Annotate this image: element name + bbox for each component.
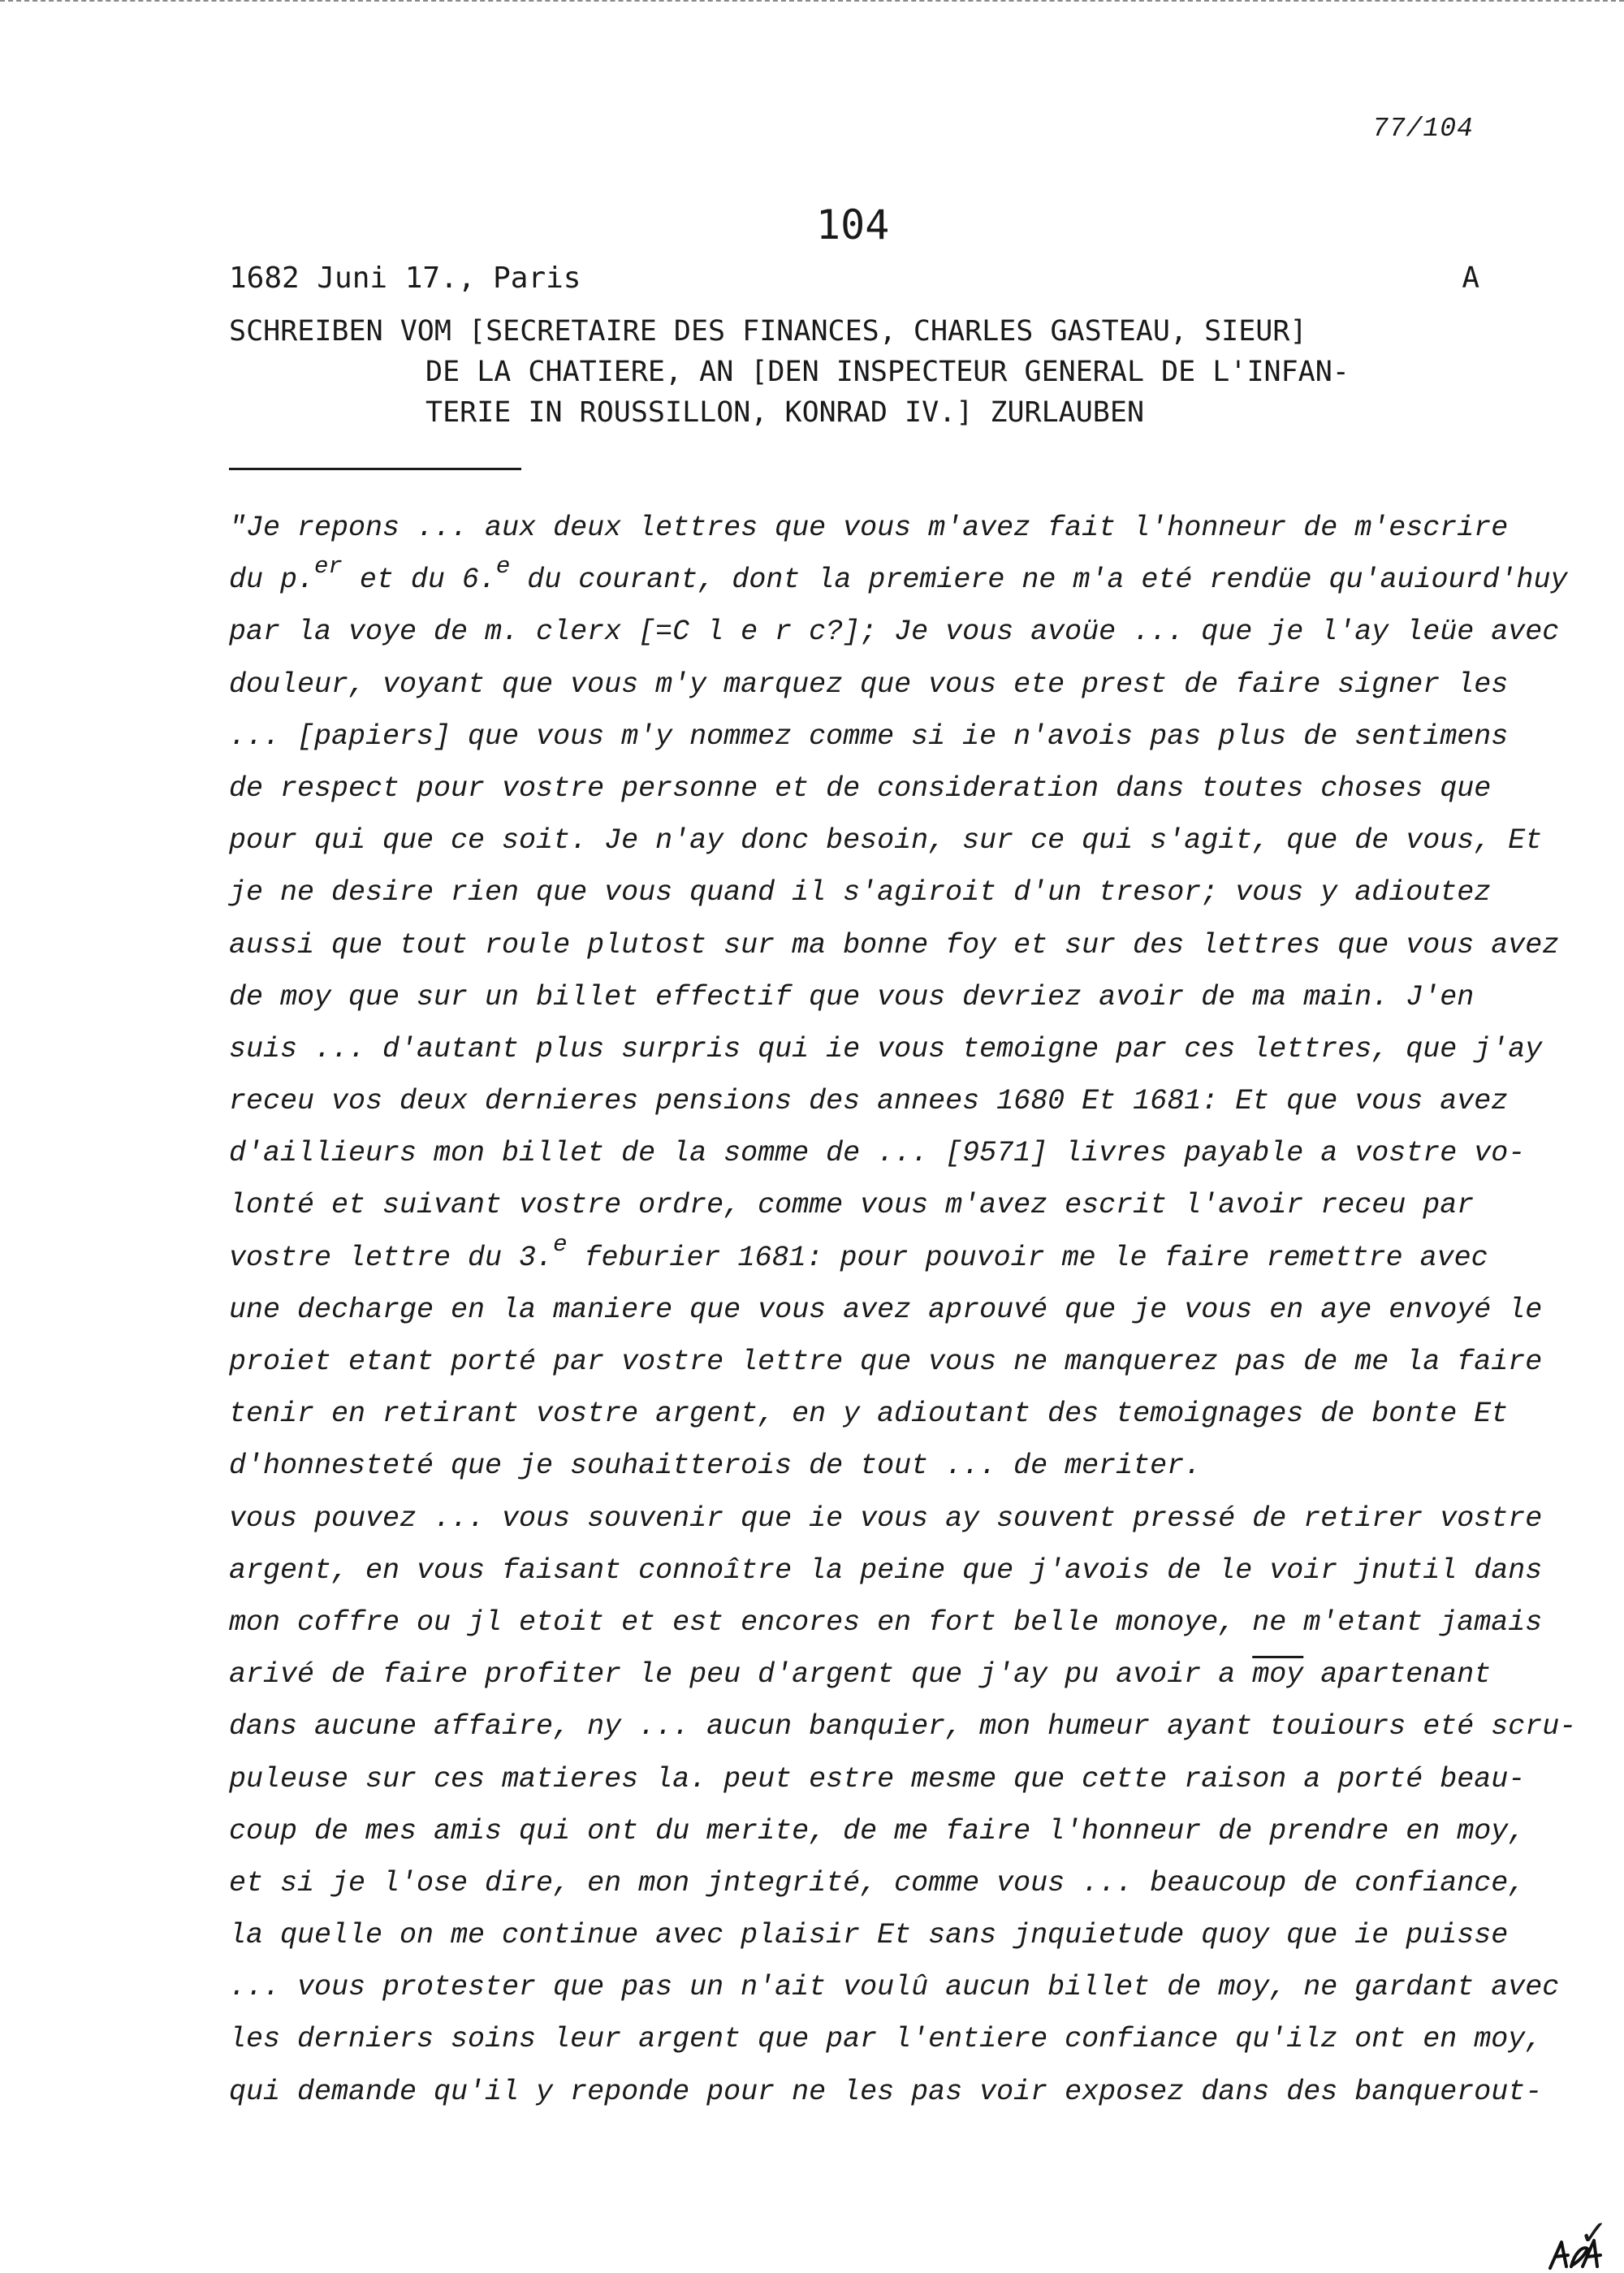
body-line: et si je l'ose dire, en mon jntegrité, comme vous ... beaucoup de confiance, xyxy=(229,1866,1526,1899)
top-border xyxy=(0,0,1624,5)
body-line: une decharge en la maniere que vous avez aprouvé que je vous en aye envoyé le xyxy=(229,1293,1543,1326)
body-line: pour qui que ce soit. Je n'ay donc besoin, sur ce qui s'agit, que de vous, Et xyxy=(229,824,1543,858)
superscript: e xyxy=(495,553,511,581)
body-line: par la voye de m. clerx [=C l e r c?]; Je vous avoüe ... que je l'ay leüe avec xyxy=(229,616,1560,649)
body-line: vostre lettre du 3.$^e$ feburier 1681: pour pouvoir me le faire remettre avec xyxy=(229,1230,1488,1274)
document-number: 104 xyxy=(816,201,890,248)
body-line: aussi que tout roule plutost sur ma bonne foy et sur des lettres que vous avez xyxy=(229,928,1560,961)
page-reference: 77/104 xyxy=(1372,114,1474,144)
superscript: e xyxy=(553,1230,568,1258)
document-heading xyxy=(229,311,1496,433)
superscript: er xyxy=(314,553,343,581)
body-line: arivé de faire profiter le peu d'argent que j'ay pu avoir a $\overline{moy}$ apartenant xyxy=(229,1658,1492,1692)
body-line: puleuse sur ces matieres la. peut estre mesme que cette raison a porté beau- xyxy=(229,1762,1526,1795)
body-line: de moy que sur un billet effectif que vous devriez avoir de ma main. J'en xyxy=(229,980,1475,1013)
body-line: je ne desire rien que vous quand il s'agiroit d'un tresor; vous y adioutez xyxy=(229,876,1492,910)
body-line: de respect pour vostre personne et de consideration dans toutes choses que xyxy=(229,771,1492,805)
body-line: les derniers soins leur argent que par l'entiere confiance qu'ilz ont en moy, xyxy=(229,2023,1543,2056)
body-line: "Je repons ... aux deux lettres que vous m'avez fait l'honneur de m'escrire xyxy=(229,512,1509,544)
check-mark-icon: ✓ xyxy=(1579,2213,1609,2253)
body-line: d'aillieurs mon billet de la somme de ... [9571] livres payable a vostre vo- xyxy=(229,1137,1526,1170)
body-line: vous pouvez ... vous souvenir que ie vous ay souvent pressé de retirer vostre xyxy=(229,1502,1543,1535)
body-line: ... vous protester que pas un n'ait voulû aucun billet de moy, ne gardant avec xyxy=(229,1971,1560,2004)
body-line: la quelle on me continue avec plaisir Et sans jnquietude quoy que ie puisse xyxy=(229,1919,1509,1952)
body-line: argent, en vous faisant connoître la peine que j'avois de le voir jnutil dans xyxy=(229,1554,1543,1587)
body-line: coup de mes amis qui ont du merite, de me faire l'honneur de prendre en moy, xyxy=(229,1814,1526,1847)
date-place: 1682 Juni 17., Paris xyxy=(229,261,581,295)
document-class: A xyxy=(1462,261,1479,295)
heading-line: DE LA CHATIERE, AN [DEN INSPECTEUR GENERAL DE L'INFAN- xyxy=(425,356,1350,388)
body-line: qui demande qu'il y reponde pour ne les pas voir exposez dans des banquerout- xyxy=(229,2075,1543,2108)
body-line: proiet etant porté par vostre lettre que vous ne manquerez pas de me la faire xyxy=(229,1346,1543,1378)
heading-line: TERIE IN ROUSSILLON, KONRAD IV.] ZURLAUBEN xyxy=(425,396,1145,429)
date-line xyxy=(229,261,1479,295)
body-line: mon coffre ou jl etoit et est encores en fort belle monoye, ne m'etant jamais xyxy=(229,1605,1543,1639)
body-line: d'honnesteté que je souhaitterois de tout ... de meriter. xyxy=(229,1450,1202,1483)
initials-signature-icon xyxy=(1547,2237,1604,2270)
body-line: tenir en retirant vostre argent, en y adioutant des temoignages de bonte Et xyxy=(229,1398,1509,1431)
body-line: douleur, voyant que vous m'y marquez que vous ete prest de faire signer les xyxy=(229,668,1509,701)
body-line: dans aucune affaire, ny ... aucun banquier, mon humeur ayant touiours eté scru- xyxy=(229,1710,1577,1744)
body-line: receu vos deux dernieres pensions des annees 1680 Et 1681: Et que vous avez xyxy=(229,1085,1509,1118)
heading-line: SCHREIBEN VOM [SECRETAIRE DES FINANCES, CHARLES GASTEAU, SIEUR] xyxy=(229,315,1307,348)
body-line: lonté et suivant vostre ordre, comme vous m'avez escrit l'avoir receu par xyxy=(229,1189,1475,1222)
letter-body xyxy=(229,502,1577,2118)
overlined-word: $\overline{moy}$ xyxy=(1252,1658,1304,1692)
body-line: du p.$^{er}$ et du 6.$^e$ du courant, dont la premiere ne m'a eté rendüe qu'auiourd'huy xyxy=(229,553,1568,597)
separator-rule xyxy=(229,468,521,470)
body-line: suis ... d'autant plus surpris qui ie vous temoigne par ces lettres, que j'ay xyxy=(229,1032,1543,1065)
body-line: ... [papiers] que vous m'y nommez comme si ie n'avois pas plus de sentimens xyxy=(229,719,1509,753)
